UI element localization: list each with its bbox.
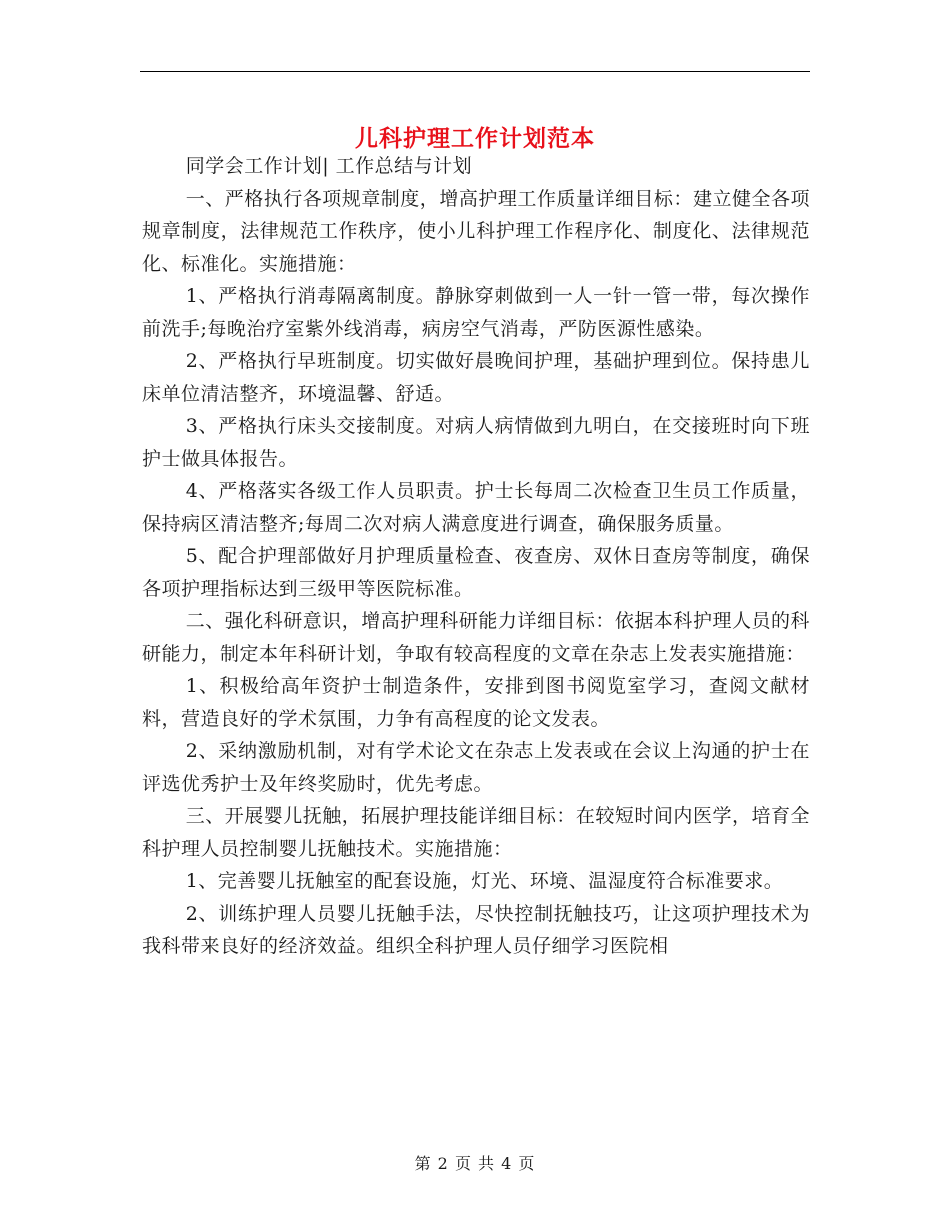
document-title: 儿科护理工作计划范本 bbox=[355, 125, 595, 153]
paragraph: 三、开展婴儿抚触，拓展护理技能详细目标：在较短时间内医学，培育全科护理人员控制婴儿抚触技术。实施措施： bbox=[142, 805, 810, 860]
paragraph: 1、积极给高年资护士制造条件，安排到图书阅览室学习，查阅文献材料，营造良好的学术氛围，力争有高程度的论文发表。 bbox=[142, 675, 810, 730]
paragraph: 3、严格执行床头交接制度。对病人病情做到九明白，在交接班时向下班护士做具体报告。 bbox=[142, 415, 810, 470]
paragraph: 2、采纳激励机制，对有学术论文在杂志上发表或在会议上沟通的护士在评选优秀护士及年终奖励时，优先考虑。 bbox=[142, 740, 810, 795]
document-body bbox=[142, 150, 810, 963]
paragraph: 2、严格执行早班制度。切实做好晨晚间护理，基础护理到位。保持患儿床单位清洁整齐，环境温馨、舒适。 bbox=[142, 350, 810, 405]
paragraph: 二、强化科研意识，增高护理科研能力详细目标：依据本科护理人员的科研能力，制定本年科研计划，争取有较高程度的文章在杂志上发表实施措施： bbox=[142, 610, 810, 665]
paragraph: 4、严格落实各级工作人员职责。护士长每周二次检查卫生员工作质量，保持病区清洁整齐;每周二次对病人满意度进行调查，确保服务质量。 bbox=[142, 480, 810, 535]
paragraph: 1、严格执行消毒隔离制度。静脉穿刺做到一人一针一管一带，每次操作前洗手;每晚治疗室紫外线消毒，病房空气消毒，严防医源性感染。 bbox=[142, 285, 810, 340]
header-rule bbox=[140, 71, 810, 72]
paragraph: 5、配合护理部做好月护理质量检查、夜查房、双休日查房等制度，确保各项护理指标达到三级甲等医院标准。 bbox=[142, 545, 810, 600]
paragraph: 2、训练护理人员婴儿抚触手法，尽快控制抚触技巧，让这项护理技术为我科带来良好的经济效益。组织全科护理人员仔细学习医院相 bbox=[142, 902, 810, 957]
paragraph: 一、严格执行各项规章制度，增高护理工作质量详细目标：建立健全各项规章制度，法律规范工作秩序，使小儿科护理工作程序化、制度化、法律规范化、标准化。实施措施： bbox=[142, 187, 810, 275]
subtitle-line: 同学会工作计划| 工作总结与计划 bbox=[185, 155, 473, 177]
paragraph: 1、完善婴儿抚触室的配套设施，灯光、环境、温湿度符合标准要求。 bbox=[185, 870, 784, 892]
page-number-footer: 第 2 页 共 4 页 bbox=[414, 1154, 536, 1173]
